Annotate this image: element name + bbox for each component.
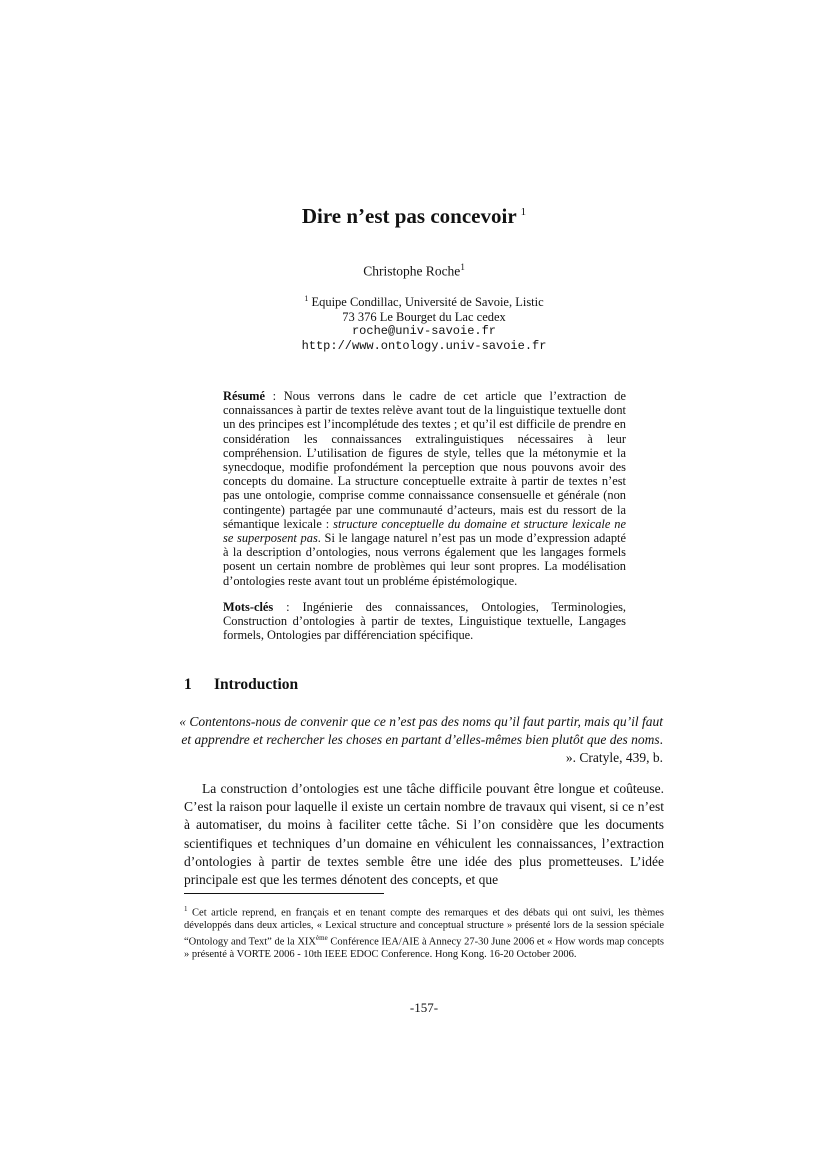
- abstract-label: Résumé: [223, 389, 265, 403]
- epigraph-quote: « Contentons-nous de convenir que ce n’est pas des noms qu’il faut partir, mais qu’il faut et apprendre et rechercher les choses en partant d’elles-mêmes bien plutôt que des noms: [179, 714, 663, 747]
- abstract-emphasis: structure conceptuelle du domaine et structure lexicale ne se superposent pas: [223, 516, 626, 546]
- author-affiliation-mark: 1: [460, 262, 465, 272]
- section-number: 1: [184, 676, 192, 693]
- abstract: [223, 389, 626, 588]
- keywords-separator: :: [273, 600, 303, 614]
- section-heading: [184, 676, 298, 694]
- affiliation-email: roche@univ-savoie.fr: [351, 324, 497, 339]
- title-footnote-mark: 1: [520, 206, 527, 218]
- affiliation-mark: 1: [304, 294, 309, 303]
- epigraph-source: . ». Cratyle, 439, b.: [565, 732, 663, 765]
- footnote-rule: [184, 893, 384, 894]
- epigraph: [175, 713, 663, 767]
- footnote-text-end: Conférence IEA/AIE à Annecy 27-30 June 2006 et « How words map concepts » présenté à VORTE 2006 - 10th IEEE EDOC Conference. Hong Kong. 16-20 October 2006.: [184, 936, 664, 960]
- page-number: -157-: [409, 1000, 439, 1015]
- author-name: Christophe Roche: [363, 263, 461, 279]
- affiliation-institution: Equipe Condillac, Université de Savoie, Listic: [311, 295, 544, 310]
- affiliation-block: [0, 292, 828, 353]
- title-text: Dire n’est pas concevoir: [301, 204, 517, 228]
- footnote-superscript: ème: [316, 933, 328, 942]
- keywords-label: Mots-clés: [223, 600, 274, 614]
- abstract-text-end: . Si le langage naturel n’est pas un mode d’expression adapté à la description d’ontologies, nous verrons également que les langages formels posent un certain nombre de problèmes qui leur sont propres. La modélisation d’ontologies reste avant tout un probléme épistémologique.: [223, 531, 626, 588]
- footnote-text: Cet article reprend, en français et en tenant compte des remarques et des débats qui ont suivi, les thèmes développés dans deux articles, « Lexical structure and conceptual structure » présenté lors de la session spéciale “Ontology and Text” de la XIX: [184, 907, 664, 948]
- abstract-separator: :: [264, 389, 284, 403]
- keywords-text: Ingénierie des connaissances, Ontologies, Terminologies, Construction d’ontologies à partir de textes, Linguistique textuelle, Langages formels, Ontologies par différenciation spécifique.: [223, 600, 626, 643]
- abstract-text: Nous verrons dans le cadre de cet article que l’extraction de connaissances à partir de textes relève avant tout de la linguistique textuelle dont un des principes est l’incomplétude des textes ; et qu’il est difficile de prendre en considération les connaissances extralinguistiques nécessaires à leur compréhension. L’utilisation de figures de style, telles que la métonymie et la synecdoque, modifie profondément la perception que nous pouvons avoir des concepts du domaine. La structure conceptuelle extraite à partir de textes n’est pas une ontologie, comprise comme connaissance consensuelle et générale (non contingente) partagée par une communauté d’acteurs, mais est du ressort de la sémantique lexicale :: [223, 389, 626, 531]
- paper-title: [0, 204, 828, 229]
- section-title: Introduction: [214, 676, 299, 693]
- affiliation-url: http://www.ontology.univ-savoie.fr: [301, 338, 547, 353]
- author-line: [0, 262, 828, 280]
- footnote: [184, 903, 664, 961]
- keywords: [223, 600, 626, 643]
- affiliation-address: 73 376 Le Bourget du Lac cedex: [342, 309, 506, 324]
- affiliation-line-1: [0, 292, 828, 310]
- footnote-mark: 1: [184, 905, 188, 913]
- body-paragraph: La construction d’ontologies est une tâche difficile pouvant être longue et coûteuse. C’est la raison pour laquelle il existe un certain nombre de travaux qui visent, si ce n’est à automatiser, du moins à faciliter cette tâche. Si l’on considère que les documents scientifiques et techniques d’un domaine en véhiculent les connaissances, l’extraction d’ontologies à partir de textes semble être une idée des plus prometteuses. L’idée principale est que les termes dénotent des concepts, et que: [184, 781, 664, 888]
